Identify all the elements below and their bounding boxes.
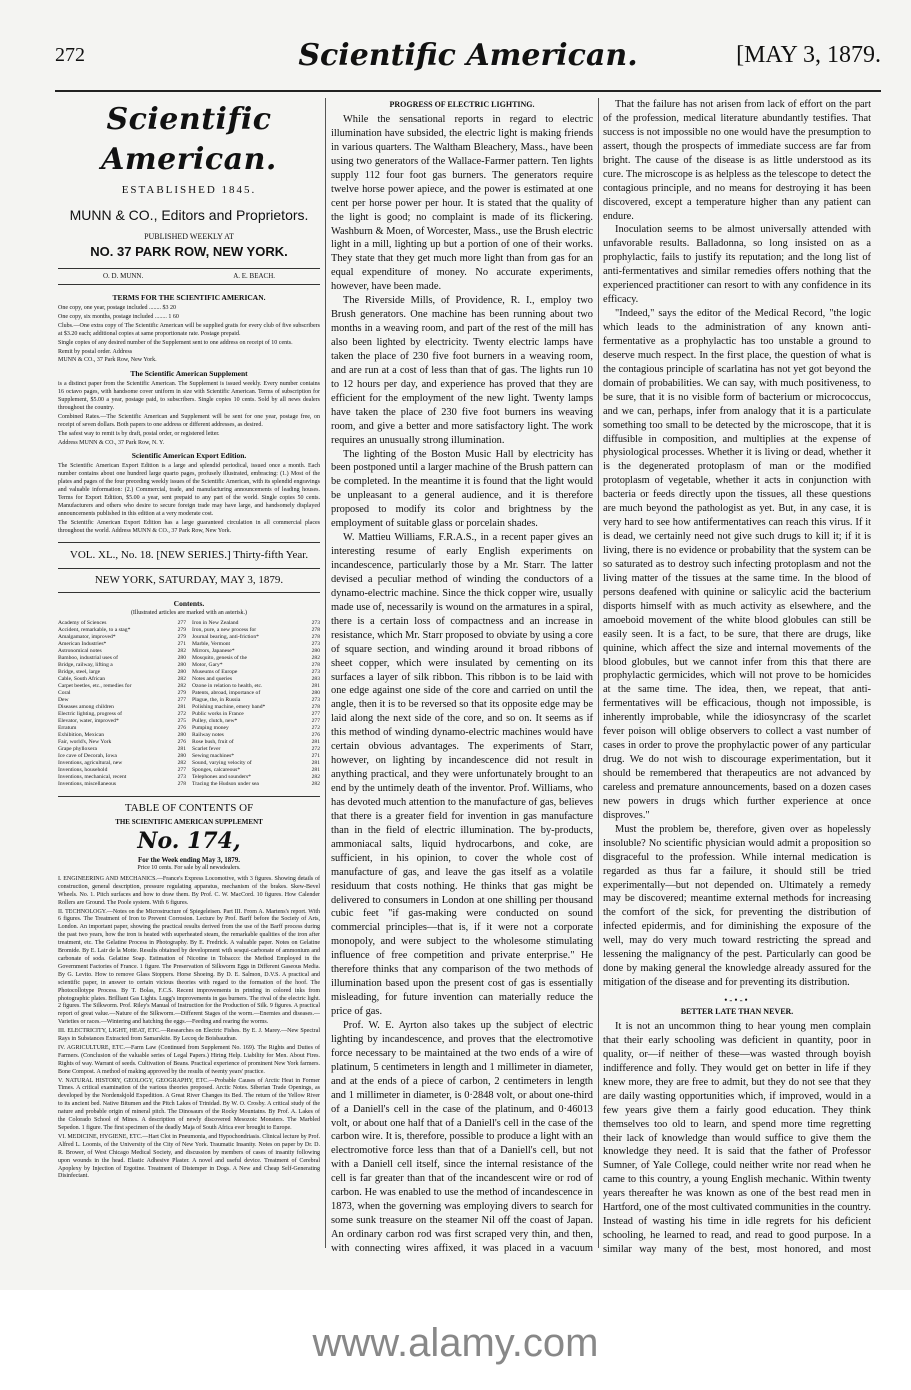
contents-entry-page: 279	[177, 634, 186, 641]
supplement-number: No. 174,	[137, 827, 241, 854]
dateline: NEW YORK, SATURDAY, MAY 3, 1879.	[58, 568, 320, 593]
contents-entry-title: Bamboo, industrial uses of	[58, 655, 118, 662]
contents-entry-title: Iron in New Zealand	[192, 620, 239, 627]
contents-entry-page: 272	[311, 725, 320, 732]
contents-entry-page: 273	[311, 669, 320, 676]
contents-entry-page: 273	[311, 641, 320, 648]
contents-entry-page: 279	[177, 627, 186, 634]
contents-entry-title: Fair, world's, New York	[58, 739, 112, 746]
terms-text	[58, 305, 320, 365]
contents-entry-title: Notes and queries	[192, 676, 233, 683]
supp-toc-list-paragraph: V. NATURAL HISTORY, GEOLOGY, GEOGRAPHY, ETC.—Probable Causes of Arctic Heat in Former Times. A critical examination of the various theories proposed. Arctic Notes. Siberian Trade Openings, as developed by the Nordenskjold Expedition. A Great River Changes its Bed. The return of the Yellow River to its ancient bed. Native Bitumen and the Pitch Lakes of Trinidad. By W. O. Crosby. A critical study of the nature and probable origin of mineral pitch. The Dinosaurs of the Rocky Mountains. By Prof. A. Lakes of the Colorado School of Mines. A description of newly discovered Mesozoic Monsters. The Marbled Sepedon. 1 figure. The first specimen of the deadly Maja of South Africa ever brought to Europe.	[58, 1077, 320, 1131]
supp-toc-list-paragraph: VI. MEDICINE, HYGIENE, ETC.—Hart Clot in Pneumonia, and Hypochondriasis. Clinical lecture by Prof. Alfred L. Loomis, of the University of the City of New York. Traumatic Insanity. Notes on paper by Dr. D. R. Brower, of West Chicago Medical Society, and discussion by members of cases of insanity following upon wounds in the head. Elastic Adhesive Plaster. A novel and useful device. Treatment of Cerebral Apoplexy by Injection of Ergotine. Treatment of Distemper in Dogs. A New and Cheap Self-Generating Disinfectant.	[58, 1133, 320, 1180]
electric-body-paragraph: Prof. W. E. Ayrton also takes up the subject of electric lighting by incandescence, and proves that the electromotive force necessary to be maintained at the two ends of a wire of platinum, 5 centimeters in length and 1 millimeter in diameter, and at the ends of a piece of carbon, 2 centimeters in length and 1 millimeter in diameter, is 0·2848 volt, or about one-third of a Daniell's cell in the case of the platinum, and 0·46013 volt, or about one half that of a Daniell's cell in the case of the carbon wire. It is, therefore, possible to produce a light with an electromotive force less than that of a Daniell's cell, but not with a Daniell cell itself, since the internal resistance of the cell is far greater than that of the incandescent wire or rod of carbon. He was enabled to use the method of incandescence in 1873, when the governing was employing divers to search for some sunk treasure on the steamer Nil off the coast of Japan. An ordinary carbon rod was first scraped very thin, and then, with connecting wires affixed, it was placed in a vacuum	[331, 1019, 593, 1254]
column-masthead	[58, 98, 320, 1258]
contents-entry-title: Carpet beetles, etc., remedies for	[58, 683, 132, 690]
contents-entry-page: 277	[311, 711, 320, 718]
contents-entry-page: 280	[177, 655, 186, 662]
export-list-paragraph: The Scientific American Export Edition has a large guaranteed circulation in all commercial places throughout the world. Address MUNN & CO., 37 Park Row, New York.	[58, 519, 320, 534]
better-paragraph-1: It is not an uncommon thing to hear young men complain that their early schooling was deficient in quantity, poor in quality, or—if neither of these—was wasted through boyish indifference and folly. They would get on better in life if they knew more, they are free to admit, but they do not see that they are daily wasting opportunities which, if improved, would in a few years give them a fairly good education. They think themselves too old to learn, and spend more time regretting their lack of knowledge than would suffice to give them the knowledge they need. It is said that the father of Professor Sumner, of Yale College, could neither write nor read when he came to this country, a young English mechanic. Within twenty years thereafter he was known as one of the best read men in Hartford, one of the most cultivated communities in the country. Instead of wasting his time in idle regrets for his deficient schooling, he learned to read, and read to good purpose. In a similar way many of the best, most honored, and most	[603, 1021, 871, 1255]
contents-entry	[58, 634, 186, 641]
article-body-electric	[331, 113, 593, 1258]
contents-entry-title: Ice cave of Decorah, Iowa	[58, 753, 117, 760]
contents-entry-title: Journal bearing, anti-friction*	[192, 634, 259, 641]
separator-better: •-•-•	[724, 995, 750, 1005]
editors-line	[58, 268, 320, 285]
contents-entry-page: 282	[311, 655, 320, 662]
contents-entry-page: 276	[311, 732, 320, 739]
contents-entry-title: Pulley, clutch, new*	[192, 718, 238, 725]
terms-list-paragraph: Clubs.—One extra copy of The Scientific American will be supplied gratis for every club of five subscribers at $3.20 each; additional copies at same proportionate rate. Postage prepaid.	[58, 322, 320, 337]
column-divider-2	[598, 98, 599, 1248]
contents-entry	[192, 760, 320, 767]
terms-list-paragraph: One copy, six months, postage included ........ 1 60	[58, 313, 179, 320]
contents-entry-title: Diseases among children	[58, 704, 114, 711]
publisher-address: NO. 37 PARK ROW, NEW YORK.	[90, 243, 288, 259]
contents-entry-title: Pumping money	[192, 725, 229, 732]
supp-list-paragraph: Address MUNN & CO., 37 Park Row, N. Y.	[58, 439, 165, 446]
contents-entry-title: American Industries*	[58, 641, 107, 648]
contents-entry-page: 282	[177, 683, 186, 690]
contents-entry-page: 282	[311, 781, 320, 787]
contents-entry-title: Inventions, household	[58, 767, 108, 774]
terms-list-paragraph: Single copies of any desired number of the Supplement sent to one address on receipt of 10 cents.	[58, 339, 293, 346]
contents-entry-title: Scarlet fever	[192, 746, 221, 753]
contents-entry-title: Electric lighting, progress of	[58, 711, 123, 718]
contents-entry-title: Cable, South African	[58, 676, 106, 683]
scarlet-paragraph-5: "Indeed," says the editor of the Medical Record, "the logic which leads to the administration of any known anti-fermentative as a prophylactic has too unstable a ground to deserve much respect. In the first place, the question of what is the contagious principle of scarlatina has not yet got beyond the domain of probabilities. We can say, with much positiveness, to be sure, that it is no visible form of bacterium or micrococcus, and we can, perhaps, infer from analogy that it is a particulate something too small to be detected by the microscope, that it is diffusible in composition, and multiplies at the expense of physiological processes. Whether it is living or dead, whether it is the degenerated protoplasm of man or the modified protoplasm of vegetable, whether it acts in conjunction with bacteria or feeds directly upon the tissues, all these questions are much beyond the pathologist as yet. But, in any case, it is very hard to see how antifermentatives can reach this virus. If it is dead, we certainly need not give such drugs to kill it; if it is living, there is no evidence or probability that the system can be so saturated as to destroy such infecting protoplasm and not the living matter of the tissues at the same time. In the blood of persons deafened with quinine or salicylic acid the bacterium disports himself with as much activity as elsewhere, and the amoeboid movement of the white blood globules can still be easily seen. It is a fact, to be sure, that there are drugs, like quinine, which affect the size and internal movements of the blood globules, but we cannot infer from this that there are prophylactic germicides, which will not prove to be homicides at the same time. The idea, then, we repeat, that anti-fermentatives will be efficacious, though not impossible, is inherently improbable, while the idiosyncrasy of the scarlet fever poison will oblige observers to collect a vast number of cases in order to prove the prophylactic power of any particular drug. We do not wish to discourage experimentation, but it should be remembered that therapeutics are not advanced by careless and premature announcements, based on a dozen cases new powers in drugs which further experience at once disproves."	[603, 308, 871, 821]
contents-entry	[58, 641, 186, 648]
contents-entry-title: Railway notes	[192, 732, 224, 739]
contents-entry-title: Sound, varying velocity of	[192, 760, 252, 767]
contents-entry-page: 280	[311, 648, 320, 655]
electric-body-paragraph: The Riverside Mills, of Providence, R. I., employ two Brush generators. One machine has been running about two months in a weaving room, and part of the rest of the mill has also been lighted by electricity. Twenty electric lamps have taken the place of 230 five foot burners in a weaving room, and are run at a cost of less than that of gas. The lights run 10 to 12 hours per day, and experience has proved that they are efficient for the employment of the new light. Twenty lamps have taken the place of 230 five foot burners ins weaving room, and give a better and more satisfactory light. The work requires an unusually strong illumination.	[331, 295, 593, 446]
column-scarlet-cont	[603, 98, 871, 1258]
contents-entry-page: 281	[177, 704, 186, 711]
supp-toc-list-paragraph: II. TECHNOLOGY.—Notes on the Microstructure of Spiegeleisen. Part III. From A. Martens's report. With 6 figures. The Treatment of Iron to Prevent Corrosion. Lecture by Prof. Barff before the Society of Arts, London. An important paper, showing the practical results derived from the use of the Barff process during the past two years, how the iron is heated with superheated steam, the remarkable qualities of the iron after treatment, etc. The Gelatine Process in Photography. By E. Fredrick. A valuable paper. Notes on Gelatine Bromide. By E. Lair de la Motte. Results obtained by development with sesqui-carbonate of ammonium and carbonate of soda. Gelatine Soap. Estimation of Nicotine in Tobacco: the Method Employed in the Government Factories of France. 1 figure. The Preservation of Silkworm Eggs in Different Gaseous Media. By G. Levito. How to remove Glass Stoppers. Horse Shoeing. By D. E. Salmon, D.V.S. A practical and scientific paper, in answer to certain vicious theories with regard to the formation of the hoof. The Photocollotype Process. By T. Bolas, F.C.S. Recent improvements in printing in colored inks from photographic plates. Brilliant Gas Lights. Lugg's improvements in gas burners. The rival of the electric light. 2 figures. The Silkworm. Prof. Riley's Manual of Instruction for the Production of Silk. 9 figures. A practical report of great value.—Nature of the Silkworm.—Different Stages of the worm.—Enemies and diseases.—Varieties or races.—Wintering and hatching the eggs.—Feeding and rearing the worms.	[58, 908, 320, 1026]
contents-entry-page: 279	[177, 690, 186, 697]
contents-entry-page: 277	[177, 620, 186, 627]
contents-entry-page: 282	[177, 760, 186, 767]
contents-right-list	[192, 620, 320, 788]
contents-entry-title: Plague, the, in Russia	[192, 697, 241, 704]
contents-entry-page: 276	[177, 725, 186, 732]
contents-entry-page: 280	[311, 690, 320, 697]
contents-entry-title: Motor, Gary*	[192, 662, 223, 669]
contents-entry-page: 271	[311, 753, 320, 760]
contents-entry-page: 273	[311, 697, 320, 704]
contents-entry-page: 280	[177, 732, 186, 739]
contents-entry-title: Bridge, railway, lifting a	[58, 662, 113, 669]
contents-entry-title: Tracing the Hudson under sea	[192, 781, 259, 787]
contents-entry	[192, 669, 320, 676]
contents-entry-page: 278	[311, 662, 320, 669]
contents-entry-page: 281	[311, 767, 320, 774]
contents-entry	[58, 725, 186, 732]
contents-entry-page: 282	[177, 676, 186, 683]
contents-entry	[192, 634, 320, 641]
contents-entry-page: 280	[177, 669, 186, 676]
contents-entry	[58, 620, 186, 627]
export-list-paragraph: The Scientific American Export Edition is a large and splendid periodical, issued once a month. Each number contains about one hundred large quarto pages, profusely illustrated, embracing: (1.) Most of the plates and pages of the four preceding weekly issues of the Scientific American, with its splendid engravings and valuable information: (2.) Commercial, trade, and manufacturing announcements of leading houses. Terms for Export Edition, $5.00 a year, sent prepaid to any part of the world. Single copies 50 cents. Manufacturers and others who desire to secure foreign trade may have large, and handsomely displayed announcements published in this edition at a very moderate cost.	[58, 463, 320, 517]
running-title: Scientific American.	[298, 38, 638, 73]
contents-entry-page: 282	[311, 774, 320, 781]
contents-entry	[58, 690, 186, 697]
supplement-price: Price 10 cents. For sale by all newsdealers.	[137, 865, 241, 871]
contents-entry-title: Coral	[58, 690, 71, 697]
contents-entry-page: 281	[311, 760, 320, 767]
contents-entry	[58, 627, 186, 634]
contents-entry	[192, 774, 320, 781]
electric-body-paragraph: While the sensational reports in regard to electric illumination have subsided, the electric light is making friends in various quarters. The Waltham Bleachery, Mass., have been using two generators of the Wallace-Farmer pattern. Ten lights supply 112 four foot gas burners. The generators require twelve horse power apiece, and the power is estimated at one cent per horse power per hour. It is stated that the quality of the light is good; no complaint is made of its flickering. Washburn & Moen, of Worcester, Mass., use the Brush electric light in a mill, lighting up but a portion of one of their works. They state that they get much more light than from gas for an equal expenditure of money. No accurate experiments, however, have been made.	[331, 114, 593, 293]
contents-left-list	[58, 620, 186, 788]
column-divider-1	[325, 98, 326, 1248]
contents-entry-title: Elevator, water, improved*	[58, 718, 119, 725]
contents-entry-page: 278	[311, 634, 320, 641]
contents-entry-title: Astronomical notes	[58, 648, 102, 655]
header-rule	[55, 90, 881, 92]
contents-entry	[192, 725, 320, 732]
contents-entry	[192, 718, 320, 725]
contents-entry	[192, 655, 320, 662]
contents-entry-title: Exhibition, Mexican	[58, 732, 104, 739]
watermark-text: www.alamy.com	[312, 1321, 599, 1365]
contents-entry	[192, 697, 320, 704]
supplement-toc-list	[58, 876, 320, 1181]
export-text	[58, 463, 320, 535]
contents-heading: Contents.	[173, 598, 205, 608]
publisher-line: MUNN & CO., Editors and Proprietors.	[69, 206, 309, 223]
contents-entry	[192, 711, 320, 718]
contents-entry	[58, 711, 186, 718]
contents-entry-title: Iron, pure, a new process for	[192, 627, 257, 634]
contents-entry-page: 275	[177, 718, 186, 725]
contents-entry	[58, 683, 186, 690]
contents-entry-page: 278	[311, 704, 320, 711]
volume-line: VOL. XL., No. 18. [NEW SERIES.] Thirty-fifth Year.	[58, 542, 320, 563]
contents-entry-page: 278	[311, 627, 320, 634]
contents-entry-page: 272	[177, 711, 186, 718]
contents-entry-title: Rose bush, fruit of	[192, 739, 234, 746]
contents-entry	[58, 697, 186, 704]
electric-body-paragraph: The lighting of the Boston Music Hall by electricity has been postponed until a larger machine of the Brush pattern can be completed. In the meantime it is found that the light would be unpleasant to a general audience, and it is therefore proposed to modify its color and brightness by the employment of suitable glass or porcelain shades.	[331, 448, 593, 530]
contents-entry	[192, 676, 320, 683]
supplement-toc-title: TABLE OF CONTENTS OF	[58, 796, 320, 816]
contents-entry-title: Dew	[58, 697, 69, 704]
masthead-title: Scientific American.	[101, 102, 277, 177]
contents-entry	[58, 662, 186, 669]
contents-entry-title: Patents, abroad, importance of	[192, 690, 261, 697]
supp-toc-list-paragraph: I. ENGINEERING AND MECHANICS.—France's Express Locomotive, with 3 figures. Showing details of construction, general description, pressure regulating apparatus, mechanism of the brakes. Skew-Bevel Wheels. No. 1. Pitch surfaces and how to draw them. By Prof. C. W. MacCord. 10 figures. How Calender Rollers are Ground. The Poole system. With 6 figures.	[58, 875, 320, 906]
contents-entry	[58, 774, 186, 781]
contents-entry-page: 272	[311, 746, 320, 753]
contents-entry-page: 282	[177, 648, 186, 655]
supplement-heading: The Scientific American Supplement	[130, 369, 248, 379]
contents-entry	[58, 760, 186, 767]
contents-entry-page: 283	[311, 676, 320, 683]
contents-entry	[58, 739, 186, 746]
supp-toc-list-paragraph: IV. AGRICULTURE, ETC.—Farm Law (Continued from Supplement No. 169). The Rights and Duties of Farmers. (Conclusion of the valuable series of Legal Papers.) Hiring Help. Liability for Men. About Fires. Rights of way. Warrant of seeds. Cultivation of Beans. Practical experience of prominent New York farmers. Bone Compost. A method of making approved by the results of twenty years' practice.	[58, 1044, 320, 1075]
supp-toc-list-paragraph: III. ELECTRICITY, LIGHT, HEAT, ETC.—Researches on Electric Fishes. By E. J. Marey.—New Spectral Rays in Substances Extracted from Samarskite. By Lecoq de Boisbaudran.	[58, 1028, 320, 1043]
terms-list-paragraph: Remit by postal order. Address	[58, 348, 133, 355]
contents-entry	[192, 781, 320, 788]
terms-list-paragraph: One copy, one year, postage included ........ $3 20	[58, 305, 177, 311]
contents-entry-title: Erratum	[58, 725, 77, 732]
contents-entry	[192, 746, 320, 753]
contents-entry-page: 276	[177, 739, 186, 746]
contents-entry	[58, 718, 186, 725]
supplement-week: For the Week ending May 3, 1879.	[137, 855, 241, 864]
contents-entry	[192, 767, 320, 774]
contents-entry-page: 280	[177, 662, 186, 669]
editor-munn: O. D. MUNN.	[102, 271, 144, 280]
contents-entry	[58, 767, 186, 774]
contents-note: (Illustrated articles are marked with an asterisk.)	[130, 610, 248, 617]
contents-entry-page: 281	[177, 746, 186, 753]
contents-entry-page: 277	[177, 767, 186, 774]
contents-entry	[192, 753, 320, 760]
contents-entry	[192, 690, 320, 697]
contents-entry-title: Inventions, miscellaneous	[58, 781, 117, 787]
contents-entry-title: Inventions, mechanical, recent	[58, 774, 127, 781]
contents-entry-title: Polishing machine, emery band*	[192, 704, 266, 711]
contents-entry-title: Mirrors, Japanese*	[192, 648, 235, 655]
scarlet-paragraph-3: That the failure has not arisen from lack of effort on the part of the profession, medical literature abundantly testifies. That success is not impossible no one would have the presumption to assert, though the prospects of immediate success are far from bright. The cause of the disease is as little understood as its cure. The microscope is as helpless as the telescope to detect the contagious principle, and no means for destroying it has been discovered, except a temperature higher than any patient can endure.	[603, 99, 871, 222]
contents-entry-title: Telephones and sounders*	[192, 774, 251, 781]
published-weekly: PUBLISHED WEEKLY AT	[144, 232, 234, 242]
contents-entry-page: 273	[177, 774, 186, 781]
supp-list-paragraph: is a distinct paper from the Scientific American. The Supplement is issued weekly. Every number contains 16 octavo pages, with handsome cover uniform in size with Scientific American. Terms of subscription for Supplement, $5.00 a year, postage paid, to subscribers. Single copies 10 cents. Sold by all news dealers throughout the country.	[58, 381, 320, 411]
page-number: 272	[55, 44, 85, 66]
contents-entry-title: Accident, remarkable, to a stag*	[58, 627, 131, 634]
supplement-toc-name: THE SCIENTIFIC AMERICAN SUPPLEMENT	[115, 817, 263, 826]
contents-entry-page: 277	[311, 718, 320, 725]
contents-entry-page: 281	[311, 739, 320, 746]
contents-entry-title: Marble, Vermont	[192, 641, 231, 648]
article-heading-electric: PROGRESS OF ELECTRIC LIGHTING.	[389, 100, 535, 109]
contents-table	[58, 620, 320, 788]
contents-entry-title: Public works in France	[192, 711, 244, 718]
contents-entry-title: Museums of Europe	[192, 669, 238, 676]
contents-entry-title: Bridge, steel, large	[58, 669, 101, 676]
contents-entry-title: Academy of Sciences	[58, 620, 107, 627]
contents-entry	[58, 732, 186, 739]
contents-entry-title: Inventions, agricultural, new	[58, 760, 123, 767]
running-header	[55, 38, 881, 88]
established-line: ESTABLISHED 1845.	[121, 184, 257, 197]
contents-entry-page: 281	[311, 683, 320, 690]
contents-entry	[192, 704, 320, 711]
terms-heading: TERMS FOR THE SCIENTIFIC AMERICAN.	[112, 293, 266, 303]
contents-entry-page: 271	[177, 641, 186, 648]
column-electric	[331, 98, 593, 1258]
contents-entry	[192, 641, 320, 648]
terms-list-paragraph: MUNN & CO., 37 Park Row, New York.	[58, 357, 157, 364]
scarlet-paragraph-6: Must the problem be, therefore, given over as hopelessly insoluble? No scientific physician would admit a proposition so disgraceful to the profession. While internal medication is regarded as thus far a failure, it should still be tried experimentally—but not depended on. Ultimately a remedy may be discovered; meantime external methods for increasing the comfort of the sick, for preventing the distribution of infected epidermis, and for diminishing the exposure of the well, may do very much toward restricting the spread and lessening the malignancy of the pest. Particularly can good be done by making general the knowledge already assured for the mitigation of the disease and for preventing its distribution.	[603, 823, 871, 989]
contents-entry-page: 277	[177, 697, 186, 704]
contents-entry-page: 278	[177, 781, 186, 787]
supp-list-paragraph: Combined Rates.—The Scientific American and Supplement will be sent for one year, postage free, on receipt of seven dollars. Both papers to one address or different addresses, as desired.	[58, 413, 320, 428]
contents-entry	[58, 753, 186, 760]
export-heading: Scientific American Export Edition.	[131, 451, 247, 461]
supp-list-paragraph: The safest way to remit is by draft, postal order, or registered letter.	[58, 430, 220, 437]
contents-entry-title: Sponges, calcareous*	[192, 767, 241, 774]
electric-body-paragraph: W. Mattieu Williams, F.R.A.S., in a recent paper gives an interesting resume of early English experiments on incandescence, particularly those by a Mr. Starr. The latter devised a peculiar method of winding the conductors of a dynamo-electric machine. Since the thick copper wire, usually made use of, necessarily is wound on the armatures in a spiral, there is a certain loss of compactness and an increase in resistance, which Mr. Starr proposed to obviate by using a core of square section, and winding around it broad ribbons of sheet copper, which were insulated by cementing on its surfaces a layer of silk ribbon. This ribbon is to be laid with one edge against one side of the core and carried on until the angle, then it is to be reversed so that its opposite edge may be laid along the next side of the core, and so on. It seems as if this method of winding dynamo-electric machines would have certain obvious advantages. The experiments of Starr, however, on lighting by incandescence did not result in anything practical, and they were unfortunately brought to an end by the untimely death of the inventor. Prof. Williams, who has devoted much attention to the manufacture of gas, believes that there is a greater field for invention in gas manufacture than in the field of electric illumination. The by-products, ammoniacal salts, liquid hydrocarbons, and coke, are sufficient, in his opinion, to cover the whole cost of manufacture of gas, and leave the gas itself as a volatile residuum that costs nothing. He thinks that gas might be delivered to consumers in London at one shilling per thousand cubic feet "if gas-making were conducted on sound commercial principles—that is, if it were not a corporate monopoly, and were subject to the wholesome stimulating influence of free competition and private enterprise." He therefore thinks that any comparison of the two methods of illumination based upon the present cost of gas is essentially misleading, for future invention can materially reduce the price of gas.	[331, 532, 593, 1017]
editor-beach: A. E. BEACH.	[233, 271, 276, 280]
contents-entry-title: Grape phylloxera	[58, 746, 97, 753]
contents-entry	[58, 746, 186, 753]
issue-date: [MAY 3, 1879.	[736, 42, 881, 68]
contents-entry-page: 280	[177, 753, 186, 760]
contents-entry-title: Mosquito, genesis of the	[192, 655, 248, 662]
article-heading-better: BETTER LATE THAN NEVER.	[680, 1007, 794, 1016]
supplement-text	[58, 381, 320, 447]
contents-entry	[58, 781, 186, 788]
contents-entry-title: Amalgamator, improved*	[58, 634, 116, 641]
contents-entry-title: Sewing machines*	[192, 753, 235, 760]
contents-entry-title: Ozone in relation to health, etc.	[192, 683, 263, 690]
scarlet-paragraph-4: Inoculation seems to be almost universally attended with unfavorable results. Balladonna, so long insisted on as a prophylactic, fails to justify its reputation; and the long list of anti-fermentatives and similar remedies offers nothing that the experienced practitioner can resort to with any confidence in its efficacy.	[603, 224, 871, 306]
contents-entry-page: 273	[311, 620, 320, 627]
